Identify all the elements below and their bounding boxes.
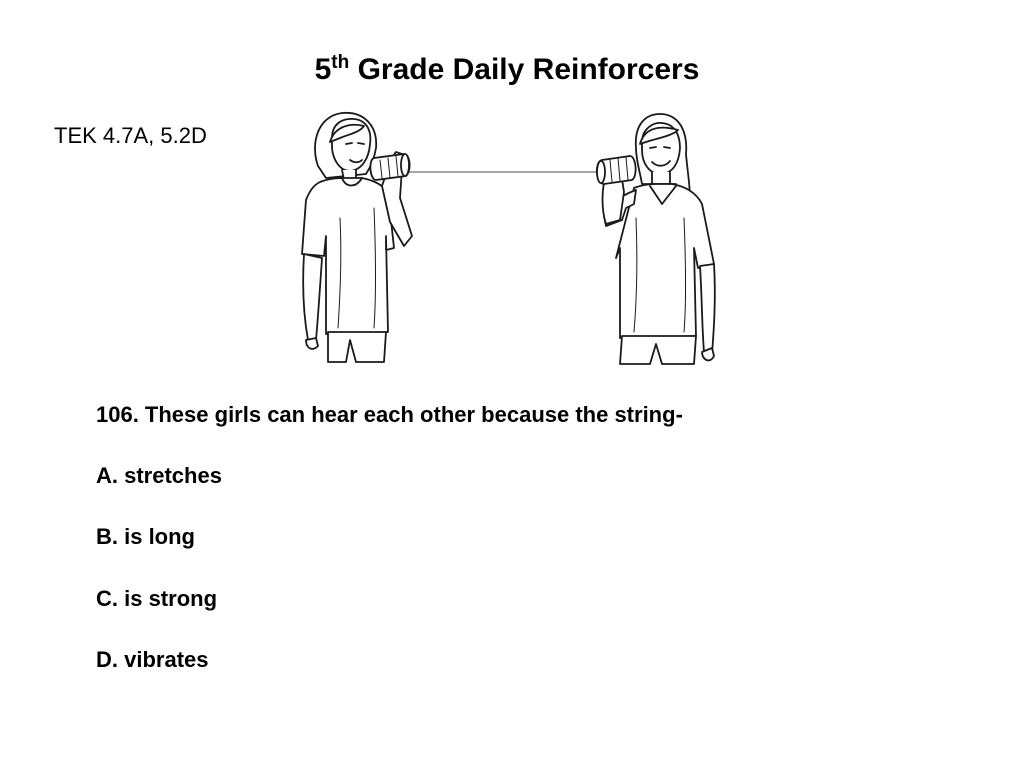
answer-choice-a[interactable]: A. stretches	[96, 463, 222, 488]
title-number: 5	[314, 53, 332, 86]
answer-choice-c[interactable]: C. is strong	[96, 586, 218, 611]
answer-choice-d[interactable]: D. vibrates	[96, 647, 209, 672]
answer-choice-b[interactable]: B. is long	[96, 524, 195, 549]
left-girl-figure	[302, 113, 412, 362]
page-title	[0, 50, 1014, 90]
right-girl-figure	[597, 114, 715, 364]
question-text: 106. These girls can hear each other because the string-	[96, 402, 683, 427]
title-text: Grade Daily Reinforcers	[349, 53, 700, 86]
tin-can-telephone-illustration	[290, 108, 730, 370]
tek-reference: TEK 4.7A, 5.2D	[54, 123, 207, 148]
title-superscript: th	[331, 52, 350, 73]
